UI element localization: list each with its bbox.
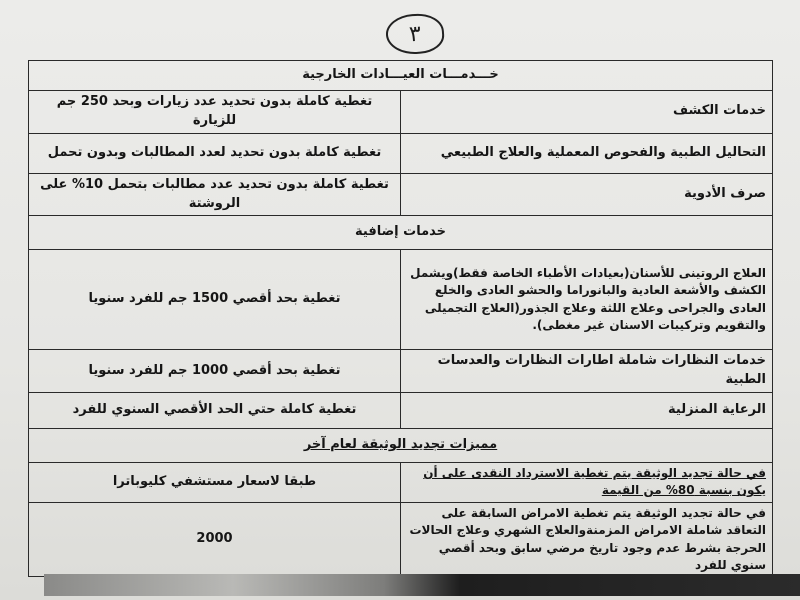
coverage-cell: تغطية بحد أقصي 1500 جم للفرد سنويا [29, 250, 401, 350]
table-row [29, 173, 773, 216]
section-title-renewal: مميزات تجديد الوثيقة لعام آخر [29, 429, 773, 463]
section-title-additional: خدمات إضافية [29, 216, 773, 250]
table-row [29, 133, 773, 173]
bottom-shadow-strip [44, 574, 800, 596]
service-cell: الرعاية المنزلية [401, 393, 773, 429]
service-cell: خدمات الكشف [401, 91, 773, 134]
page-number: ٣ [385, 12, 446, 56]
table-row [29, 502, 773, 577]
coverage-cell: تغطية بحد أقصي 1000 جم للفرد سنويا [29, 350, 401, 393]
coverage-table [28, 60, 773, 577]
table-row [29, 393, 773, 429]
coverage-cell: طبقا لاسعار مستشفي كليوباترا [29, 463, 401, 503]
service-cell: خدمات النظارات شاملة اطارات النظارات والعدسات الطبية [401, 350, 773, 393]
table-row [29, 463, 773, 503]
section-title-outpatient: خـــدمـــات العيـــادات الخارجية [29, 61, 773, 91]
service-cell: صرف الأدوية [401, 173, 773, 216]
table-row [29, 250, 773, 350]
coverage-cell: تغطية كاملة بدون تحديد عدد مطالبات بتحمل 10% على الروشتة [29, 173, 401, 216]
service-cell: في حالة تجديد الوثيقة يتم تغطية الامراض السابقة على التعاقد شاملة الامراض المزمنةوالعلاج الشهري وعلاج الحالات الحرجة بشرط عدم وجود تاريخ مرضي سابق وبحد أقصي سنوي للفرد [401, 502, 773, 577]
service-cell: في حالة تجديد الوثيقة يتم تغطية الاسترداد النقدى على أن يكون بنسبة 80% من القيمة [401, 463, 773, 503]
table-row [29, 350, 773, 393]
coverage-cell: تغطية كاملة بدون تحديد عدد زيارات وبحد 250 جم للزيارة [29, 91, 401, 134]
coverage-cell: تغطية كاملة حتي الحد الأقصي السنوي للفرد [29, 393, 401, 429]
service-cell: التحاليل الطبية والفحوص المعملية والعلاج الطبيعي [401, 133, 773, 173]
table-row [29, 91, 773, 134]
coverage-cell: 2000 [29, 502, 401, 577]
coverage-cell: تغطية كاملة بدون تحديد لعدد المطالبات وبدون تحمل [29, 133, 401, 173]
service-cell: العلاج الروتينى للأسنان(بعيادات الأطباء الخاصة فقط)ويشمل الكشف والأشعة العادية والبانوراما والحشو العادى والخلع العادى والجراحى وعلاج اللثة وعلاج الجذور(العلاج التجميلى والتقويم وتركيبات الاسنان غير مغطى). [401, 250, 773, 350]
